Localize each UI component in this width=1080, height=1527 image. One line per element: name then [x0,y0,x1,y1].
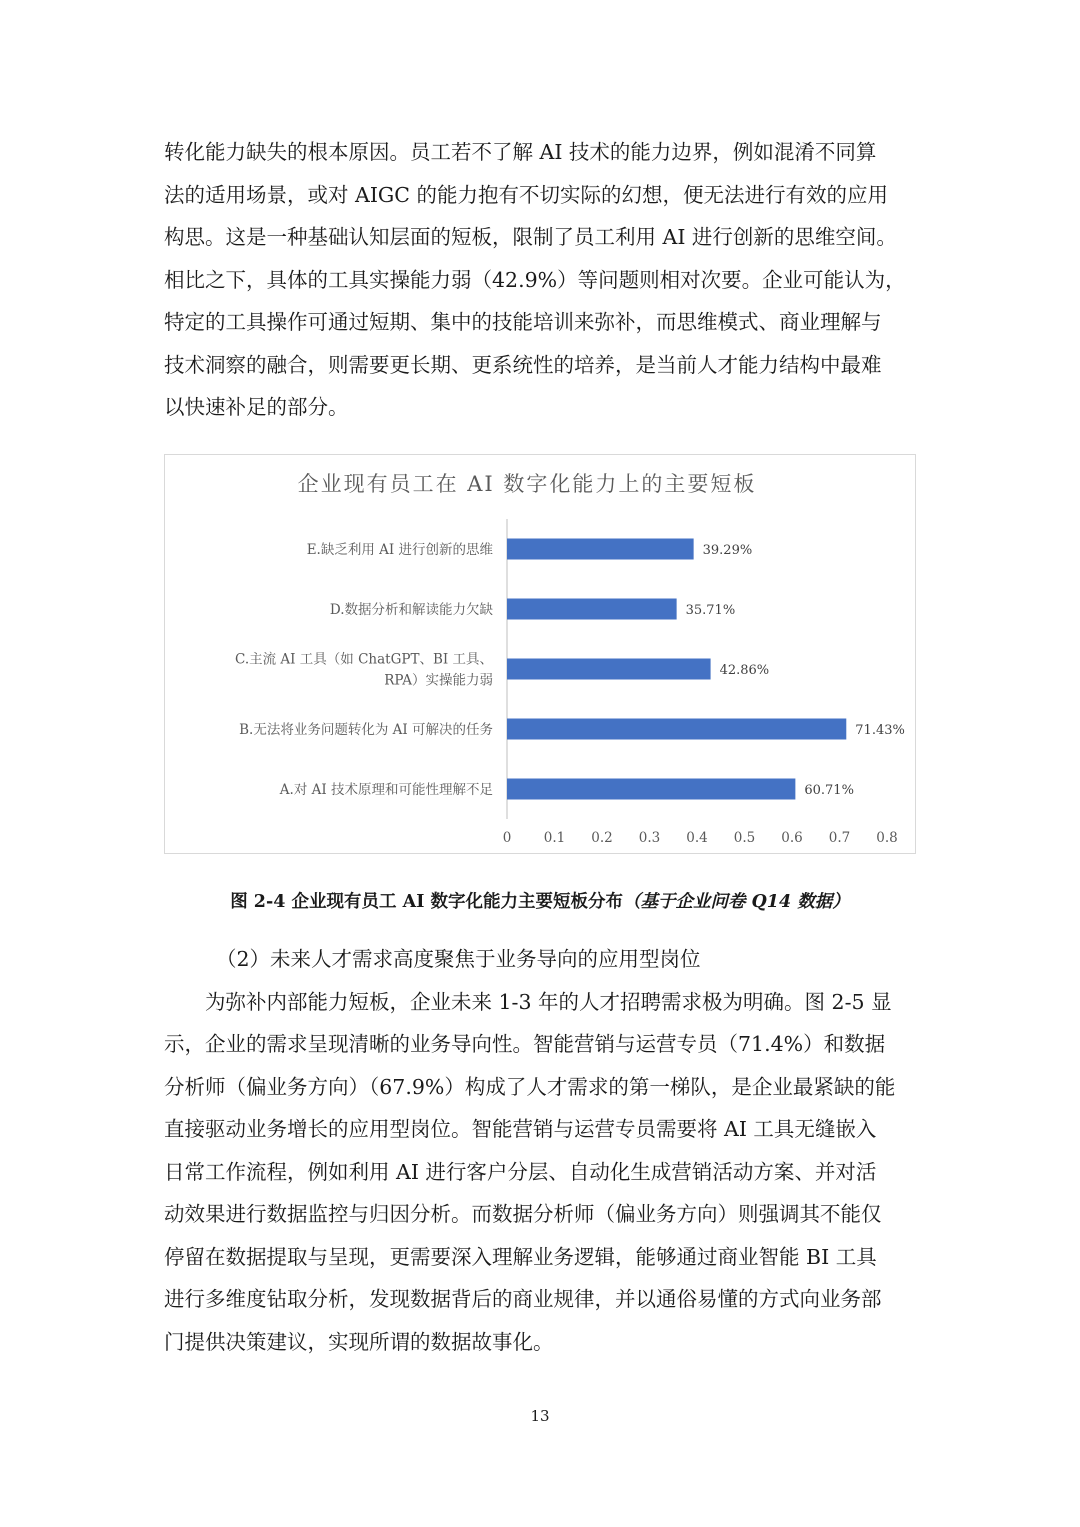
text-line: 进行多维度钻取分析，发现数据背后的商业规律，并以通俗易懂的方式向业务部 [164,1287,882,1311]
category-label: C.主流 AI 工具（如 ChatGPT、BI 工具、 [234,651,493,668]
text-line: 以快速补足的部分。 [164,395,349,419]
section-heading: （2）未来人才需求高度聚焦于业务导向的应用型岗位 [216,947,701,971]
body-paragraph-2 [164,938,916,1363]
category-label: E.缺乏利用 AI 进行创新的思维 [306,542,493,558]
x-tick-label: 0.8 [876,830,898,846]
x-tick-label: 0.6 [781,830,803,846]
bar [507,599,677,620]
bar [507,719,846,740]
category-label: D.数据分析和解读能力欠缺 [329,602,493,618]
text-line: 转化能力缺失的根本原因。员工若不了解 AI 技术的能力边界，例如混淆不同算 [164,140,877,164]
text-line: 日常工作流程，例如利用 AI 进行客户分层、自动化生成营销活动方案、并对活 [164,1159,877,1184]
chart-title: 企业现有员工在 AI 数字化能力上的主要短板 [297,472,757,496]
text-line: 动效果进行数据监控与归因分析。而数据分析师（偏业务方向）则强调其不能仅 [164,1202,882,1226]
text-line: 相比之下，具体的工具实操能力弱（42.9%）等问题则相对次要。企业可能认为， [164,267,906,292]
x-tick-label: 0.1 [543,830,566,846]
text-line: 门提供决策建议，实现所谓的数据故事化。 [164,1329,554,1354]
bar [507,539,694,560]
data-label: 42.86% [719,663,770,678]
caption-text: 图 2-4 企业现有员工 AI 数字化能力主要短板分布 [230,892,623,912]
text-line: 停留在数据提取与呈现，更需要深入理解业务逻辑，能够通过商业智能 BI 工具 [164,1244,877,1269]
x-tick-label: 0.2 [591,830,613,846]
data-label: 35.71% [685,603,736,618]
bar [507,779,795,800]
text-line: 构思。这是一种基础认知层面的短板，限制了员工利用 AI 进行创新的思维空间。 [164,225,897,249]
figure-caption [0,888,1080,913]
category-label: RPA）实操能力弱 [384,672,493,689]
page-number: 13 [530,1407,550,1425]
text-line: 技术洞察的融合，则需要更长期、更系统性的培养，是当前人才能力结构中最难 [164,352,882,377]
category-label: A.对 AI 技术原理和可能性理解不足 [279,782,493,798]
text-line: 法的适用场景，或对 AIGC 的能力抱有不切实际的幻想，便无法进行有效的应用 [164,182,888,207]
x-tick-label: 0.7 [828,830,851,846]
bar-chart [165,455,917,855]
x-tick-label: 0 [502,830,512,846]
x-tick-label: 0.3 [638,830,661,846]
text-line: 为弥补内部能力短板，企业未来 1-3 年的人才招聘需求极为明确。图 2-5 显 [205,989,892,1014]
x-tick-label: 0.4 [686,830,708,846]
x-tick-label: 0.5 [733,830,756,846]
bar [507,659,711,680]
text-line: 示，企业的需求呈现清晰的业务导向性。智能营销与运营专员（71.4%）和数据 [164,1032,886,1056]
text-line: 直接驱动业务增长的应用型岗位。智能营销与运营专员需要将 AI 工具无缝嵌入 [164,1117,877,1141]
text-line: 分析师（偏业务方向）（67.9%）构成了人才需求的第一梯队，是企业最紧缺的能 [164,1074,896,1099]
text-line: 特定的工具操作可通过短期、集中的技能培训来弥补，而思维模式、商业理解与 [164,310,882,334]
bar-chart-figure [164,454,916,854]
caption-source: （基于企业问卷 Q14 数据） [622,892,850,912]
data-label: 60.71% [804,783,854,798]
data-label: 39.29% [702,543,753,558]
category-label: B.无法将业务问题转化为 AI 可解决的任务 [239,722,493,738]
body-paragraph-1 [164,131,916,429]
data-label: 71.43% [855,723,905,738]
